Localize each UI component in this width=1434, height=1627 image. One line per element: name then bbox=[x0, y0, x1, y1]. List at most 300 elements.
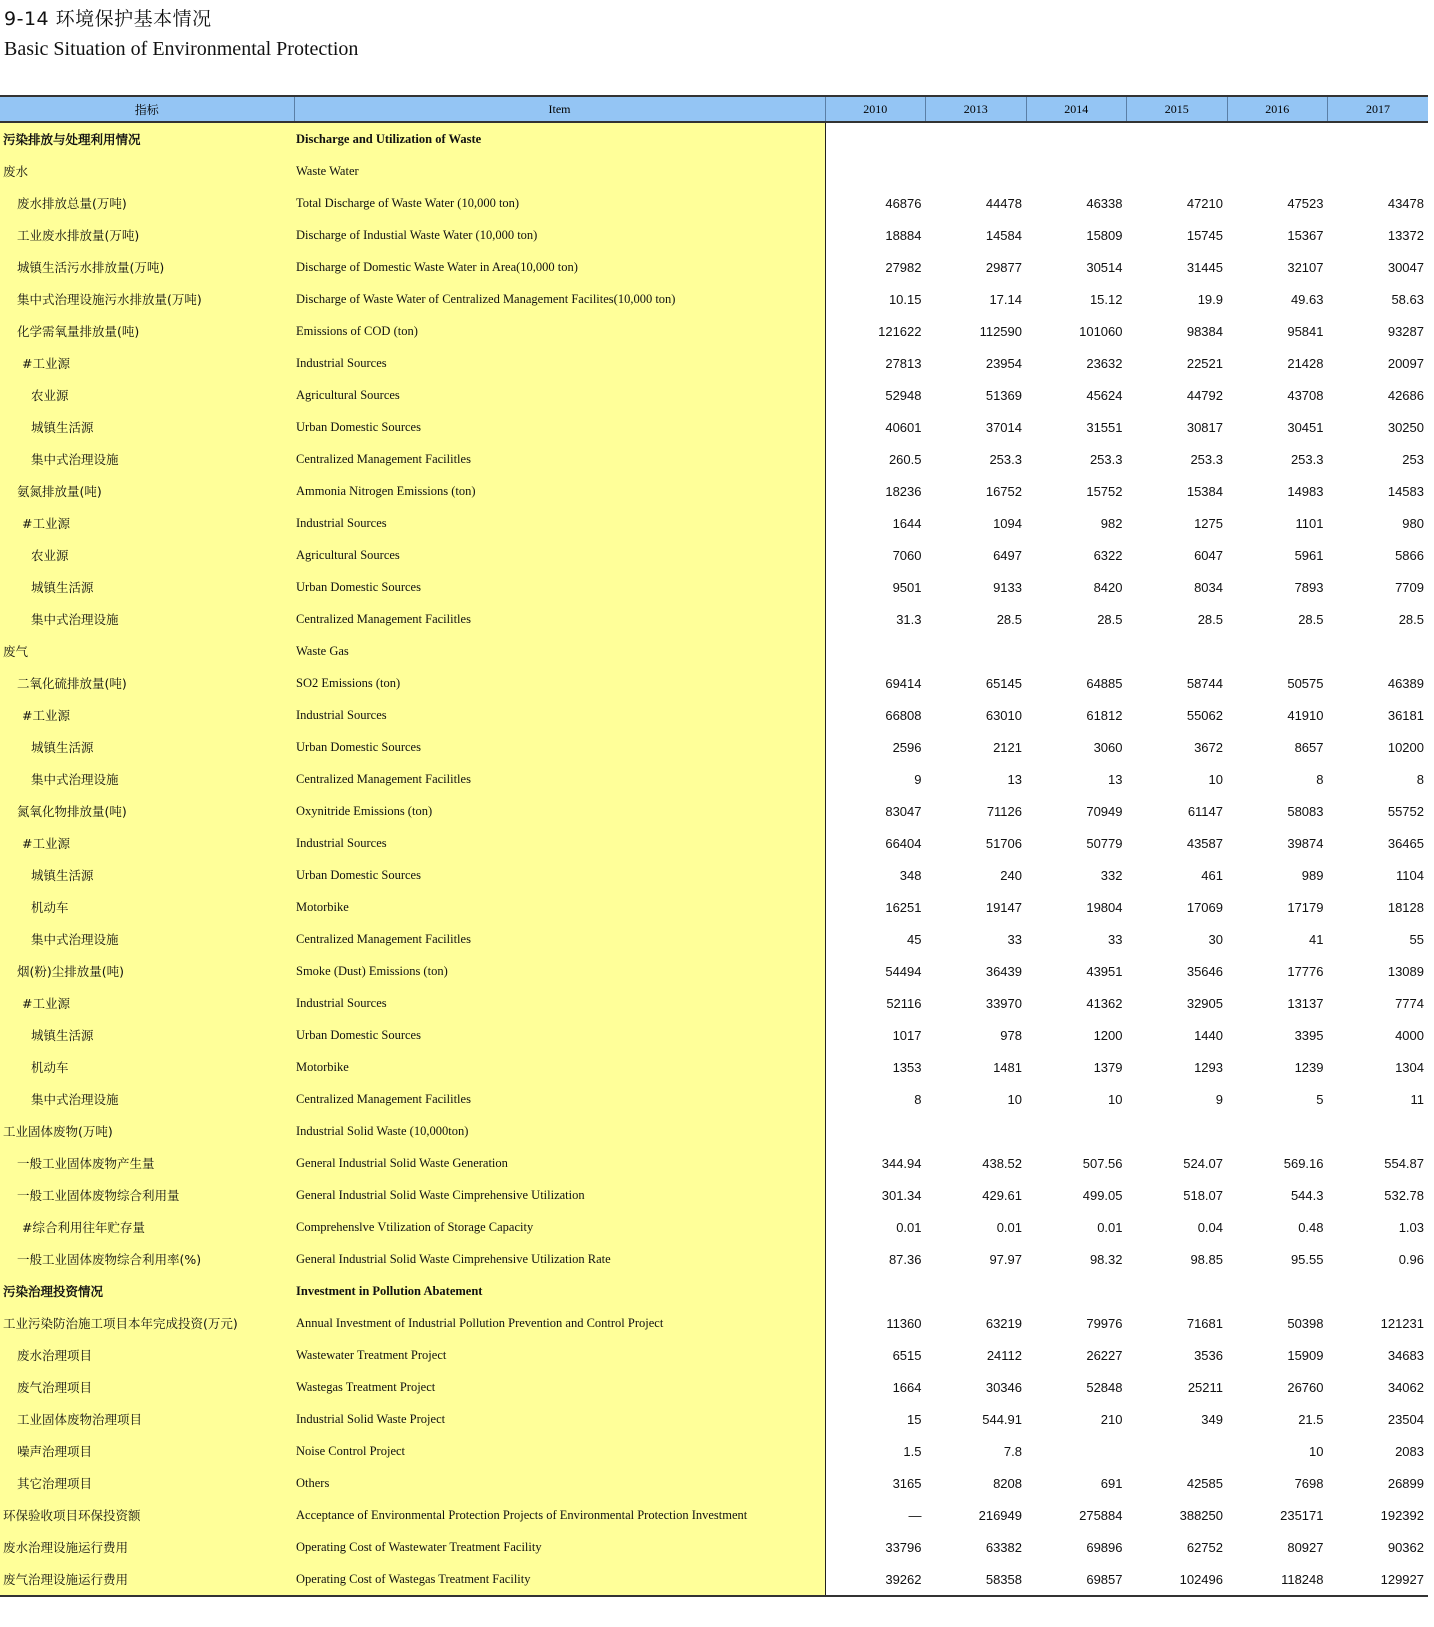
row-label-en: Discharge of Waste Water of Centralized Management Facilites(10,000 ton) bbox=[294, 283, 825, 315]
value-cell-2014: 79976 bbox=[1086, 1315, 1123, 1331]
value-cell-2013: 8208 bbox=[993, 1475, 1022, 1491]
value-cell-2015: 102496 bbox=[1127, 1563, 1228, 1596]
value-cell-2015: 3672 bbox=[1194, 739, 1223, 755]
table-row bbox=[0, 379, 1428, 411]
row-label-cn: 废气治理设施运行费用 bbox=[0, 1563, 294, 1596]
value-cell-2013: 978 bbox=[1000, 1027, 1022, 1043]
row-label-en: General Industrial Solid Waste Cimprehensive Utilization bbox=[294, 1179, 825, 1211]
table-row bbox=[0, 155, 1428, 187]
value-cell-2016: 7698 bbox=[1294, 1475, 1324, 1491]
value-cell-2017: 129927 bbox=[1328, 1563, 1429, 1596]
value-cell-2017: 46389 bbox=[1387, 675, 1424, 691]
value-cell-2015 bbox=[1127, 1435, 1228, 1467]
row-label-en: Discharge of Industial Waste Water (10,000 ton) bbox=[294, 219, 825, 251]
row-label-cn: 废水治理设施运行费用 bbox=[0, 1531, 294, 1563]
value-cell-2017: 34683 bbox=[1387, 1347, 1424, 1363]
row-label-cn: 集中式治理设施污水排放量(万吨) bbox=[0, 283, 294, 315]
table-row bbox=[0, 763, 1428, 795]
row-label-cn: 机动车 bbox=[0, 891, 294, 923]
value-cell-2014: 28.5 bbox=[1097, 611, 1123, 627]
row-label-en: Urban Domestic Sources bbox=[294, 411, 825, 443]
value-cell-2017: 26899 bbox=[1387, 1475, 1424, 1491]
row-label-en: Operating Cost of Wastegas Treatment Facility bbox=[294, 1563, 825, 1596]
value-cell-2010 bbox=[825, 1275, 926, 1307]
value-cell-2014: 8420 bbox=[1093, 579, 1123, 595]
value-cell-2016: 47523 bbox=[1287, 195, 1324, 211]
value-cell-2010: 66404 bbox=[885, 835, 922, 851]
value-cell-2013 bbox=[926, 1115, 1027, 1147]
row-label-cn: 工业废水排放量(万吨) bbox=[0, 219, 294, 251]
value-cell-2010: 52116 bbox=[886, 995, 922, 1011]
value-cell-2010: 121622 bbox=[878, 323, 922, 339]
table-row bbox=[0, 731, 1428, 763]
value-cell-2013: 1481 bbox=[993, 1059, 1022, 1075]
row-label-en: Total Discharge of Waste Water (10,000 ton) bbox=[294, 187, 825, 219]
table-row bbox=[0, 1275, 1428, 1307]
value-cell-2010: 16251 bbox=[885, 899, 922, 915]
row-label-en: General Industrial Solid Waste Generation bbox=[294, 1147, 825, 1179]
row-label-cn: 废水 bbox=[0, 155, 294, 187]
value-cell-2014: 0.01 bbox=[1097, 1219, 1123, 1235]
value-cell-2014: 253.3 bbox=[1089, 451, 1123, 467]
value-cell-2016: 1239 bbox=[1294, 1059, 1324, 1075]
value-cell-2010: 18884 bbox=[885, 227, 922, 243]
table-row bbox=[0, 1243, 1428, 1275]
value-cell-2014 bbox=[1026, 1115, 1127, 1147]
value-cell-2017 bbox=[1328, 155, 1429, 187]
value-cell-2017: 7774 bbox=[1395, 995, 1424, 1011]
row-label-cn: 城镇生活源 bbox=[0, 731, 294, 763]
value-cell-2013: 2121 bbox=[993, 739, 1022, 755]
value-cell-2010: 348 bbox=[899, 867, 922, 883]
value-cell-2015: 388250 bbox=[1179, 1507, 1223, 1523]
table-row bbox=[0, 1307, 1428, 1339]
value-cell-2016: 5 bbox=[1316, 1091, 1324, 1107]
value-cell-2016: 58083 bbox=[1287, 803, 1324, 819]
row-label-cn: 二氧化硫排放量(吨) bbox=[0, 667, 294, 699]
row-label-cn: 集中式治理设施 bbox=[0, 1083, 294, 1115]
value-cell-2015: 71681 bbox=[1186, 1315, 1223, 1331]
value-cell-2015: 61147 bbox=[1187, 803, 1223, 819]
value-cell-2017: 42686 bbox=[1387, 387, 1424, 403]
value-cell-2010: 2596 bbox=[892, 739, 922, 755]
row-label-cn: 农业源 bbox=[0, 379, 294, 411]
value-cell-2015: 0.04 bbox=[1197, 1219, 1223, 1235]
value-cell-2015: 22521 bbox=[1186, 355, 1223, 371]
value-cell-2016: 39874 bbox=[1287, 835, 1324, 851]
table-row bbox=[0, 955, 1428, 987]
value-cell-2013: 97.97 bbox=[989, 1251, 1022, 1267]
row-label-en: Annual Investment of Industrial Pollution Prevention and Control Project bbox=[294, 1307, 825, 1339]
row-label-en: Centralized Management Facilitles bbox=[294, 443, 825, 475]
row-label-en: Emissions of COD (ton) bbox=[294, 315, 825, 347]
value-cell-2014 bbox=[1026, 1275, 1127, 1307]
value-cell-2017: 554.87 bbox=[1384, 1155, 1424, 1171]
value-cell-2017: 93287 bbox=[1387, 323, 1424, 339]
table-row bbox=[0, 1435, 1428, 1467]
row-label-en: Motorbike bbox=[294, 1051, 825, 1083]
table-row bbox=[0, 507, 1428, 539]
value-cell-2014: 43951 bbox=[1086, 963, 1123, 979]
value-cell-2015: 9 bbox=[1215, 1091, 1223, 1107]
table-row bbox=[0, 1563, 1428, 1596]
value-cell-2017: 1104 bbox=[1396, 867, 1424, 883]
table-row bbox=[0, 635, 1428, 667]
row-label-en: Oxynitride Emissions (ton) bbox=[294, 795, 825, 827]
value-cell-2013: 240 bbox=[1000, 867, 1022, 883]
value-cell-2015: 1440 bbox=[1194, 1027, 1223, 1043]
value-cell-2013: 51369 bbox=[985, 387, 1022, 403]
value-cell-2014: 70949 bbox=[1086, 803, 1123, 819]
value-cell-2013: 13 bbox=[1007, 771, 1022, 787]
header-year: 2013 bbox=[926, 96, 1027, 122]
value-cell-2010: 1353 bbox=[892, 1059, 922, 1075]
table-title-cn: 9-14 环境保护基本情况 bbox=[4, 8, 212, 30]
value-cell-2013: 37014 bbox=[985, 419, 1022, 435]
table-header bbox=[0, 96, 1428, 122]
header-year: 2010 bbox=[825, 96, 926, 122]
table-row bbox=[0, 315, 1428, 347]
value-cell-2010: 46876 bbox=[885, 195, 922, 211]
value-cell-2015: 43587 bbox=[1186, 835, 1223, 851]
value-cell-2015: 98.85 bbox=[1190, 1251, 1223, 1267]
value-cell-2016: 21428 bbox=[1287, 355, 1324, 371]
table-row bbox=[0, 122, 1428, 155]
value-cell-2014: 69857 bbox=[1026, 1563, 1127, 1596]
table-row bbox=[0, 539, 1428, 571]
row-label-cn: 氨氮排放量(吨) bbox=[0, 475, 294, 507]
value-cell-2017: 980 bbox=[1402, 515, 1424, 531]
row-label-en: Urban Domestic Sources bbox=[294, 571, 825, 603]
row-label-en: General Industrial Solid Waste Cimprehensive Utilization Rate bbox=[294, 1243, 825, 1275]
value-cell-2015 bbox=[1127, 1115, 1228, 1147]
value-cell-2010: 45 bbox=[907, 931, 922, 947]
value-cell-2016: 235171 bbox=[1280, 1507, 1324, 1523]
table-row bbox=[0, 923, 1428, 955]
value-cell-2015: 30 bbox=[1208, 931, 1223, 947]
value-cell-2014: 30514 bbox=[1086, 259, 1123, 275]
header-year: 2015 bbox=[1127, 96, 1228, 122]
value-cell-2014: 275884 bbox=[1079, 1507, 1123, 1523]
value-cell-2015: 518.07 bbox=[1183, 1187, 1223, 1203]
value-cell-2014: 33 bbox=[1108, 931, 1123, 947]
value-cell-2014 bbox=[1026, 1435, 1127, 1467]
table-row bbox=[0, 571, 1428, 603]
value-cell-2015: 10 bbox=[1208, 771, 1223, 787]
table-row bbox=[0, 251, 1428, 283]
row-label-cn: 一般工业固体废物综合利用量 bbox=[0, 1179, 294, 1211]
row-label-cn: 废气治理项目 bbox=[0, 1371, 294, 1403]
value-cell-2014: 3060 bbox=[1093, 739, 1123, 755]
value-cell-2010: 40601 bbox=[885, 419, 922, 435]
row-label-cn: 集中式治理设施 bbox=[0, 443, 294, 475]
row-label-cn: 污染治理投资情况 bbox=[0, 1275, 294, 1307]
row-label-cn: 农业源 bbox=[0, 539, 294, 571]
row-label-cn: #工业源 bbox=[0, 827, 294, 859]
value-cell-2014: 23632 bbox=[1086, 355, 1123, 371]
value-cell-2017: 0.96 bbox=[1398, 1251, 1424, 1267]
table-row bbox=[0, 859, 1428, 891]
table-row bbox=[0, 219, 1428, 251]
value-cell-2016: 118248 bbox=[1227, 1563, 1328, 1596]
value-cell-2016 bbox=[1227, 122, 1328, 155]
value-cell-2015: 28.5 bbox=[1197, 611, 1223, 627]
value-cell-2017: 30047 bbox=[1387, 259, 1424, 275]
value-cell-2015 bbox=[1127, 1275, 1228, 1307]
table-row bbox=[0, 1531, 1428, 1563]
value-cell-2016 bbox=[1227, 1115, 1328, 1147]
table-row bbox=[0, 827, 1428, 859]
value-cell-2015: 524.07 bbox=[1183, 1155, 1223, 1171]
value-cell-2014: 10 bbox=[1108, 1091, 1123, 1107]
value-cell-2014: 61812 bbox=[1086, 707, 1123, 723]
value-cell-2017: 192392 bbox=[1380, 1507, 1424, 1523]
value-cell-2010: 10.15 bbox=[888, 291, 922, 307]
row-label-cn: 一般工业固体废物综合利用率(%) bbox=[0, 1243, 294, 1275]
row-label-en: Urban Domestic Sources bbox=[294, 859, 825, 891]
value-cell-2014: 507.56 bbox=[1082, 1155, 1123, 1171]
value-cell-2015: 349 bbox=[1201, 1411, 1223, 1427]
table-row bbox=[0, 475, 1428, 507]
value-cell-2016: 14983 bbox=[1287, 483, 1324, 499]
value-cell-2014: 15809 bbox=[1086, 227, 1123, 243]
value-cell-2010: 15 bbox=[907, 1411, 922, 1427]
table-row bbox=[0, 443, 1428, 475]
value-cell-2013: 36439 bbox=[985, 963, 1022, 979]
value-cell-2010: — bbox=[908, 1507, 922, 1523]
value-cell-2010: 66808 bbox=[885, 707, 922, 723]
value-cell-2013: 44478 bbox=[985, 195, 1022, 211]
row-label-cn: 废水治理项目 bbox=[0, 1339, 294, 1371]
value-cell-2015: 6047 bbox=[1194, 547, 1223, 563]
value-cell-2013: 1094 bbox=[993, 515, 1022, 531]
value-cell-2013 bbox=[926, 1275, 1027, 1307]
value-cell-2016: 8657 bbox=[1294, 739, 1324, 755]
table-row bbox=[0, 1403, 1428, 1435]
table-row bbox=[0, 1179, 1428, 1211]
value-cell-2017: 4000 bbox=[1395, 1027, 1424, 1043]
value-cell-2013: 438.52 bbox=[982, 1155, 1022, 1171]
value-cell-2017 bbox=[1328, 635, 1429, 667]
value-cell-2016: 15909 bbox=[1287, 1347, 1324, 1363]
value-cell-2016: 80927 bbox=[1287, 1539, 1324, 1555]
row-label-en: SO2 Emissions (ton) bbox=[294, 667, 825, 699]
value-cell-2015: 32905 bbox=[1186, 995, 1223, 1011]
value-cell-2016: 26760 bbox=[1287, 1379, 1324, 1395]
value-cell-2016 bbox=[1227, 635, 1328, 667]
value-cell-2010: 7060 bbox=[892, 547, 922, 563]
statistics-table-container bbox=[0, 95, 1428, 1597]
row-label-en: Centralized Management Facilitles bbox=[294, 763, 825, 795]
header-year: 2014 bbox=[1026, 96, 1127, 122]
value-cell-2016: 49.63 bbox=[1290, 291, 1324, 307]
value-cell-2010 bbox=[825, 122, 926, 155]
value-cell-2010: 301.34 bbox=[881, 1187, 922, 1203]
value-cell-2017: 55752 bbox=[1387, 803, 1424, 819]
value-cell-2013: 33 bbox=[1007, 931, 1022, 947]
value-cell-2017: 13372 bbox=[1387, 227, 1424, 243]
value-cell-2016: 30451 bbox=[1287, 419, 1324, 435]
row-label-cn: 废水排放总量(万吨) bbox=[0, 187, 294, 219]
table-row bbox=[0, 411, 1428, 443]
value-cell-2014: 19804 bbox=[1086, 899, 1123, 915]
value-cell-2010: 69414 bbox=[885, 675, 922, 691]
table-row bbox=[0, 891, 1428, 923]
value-cell-2016: 3395 bbox=[1294, 1027, 1324, 1043]
value-cell-2015: 98384 bbox=[1186, 323, 1223, 339]
row-label-en: Industrial Sources bbox=[294, 827, 825, 859]
value-cell-2010: 9 bbox=[914, 771, 922, 787]
table-row bbox=[0, 187, 1428, 219]
value-cell-2017: 7709 bbox=[1395, 579, 1424, 595]
value-cell-2014: 15752 bbox=[1086, 483, 1123, 499]
table-row bbox=[0, 347, 1428, 379]
value-cell-2013 bbox=[926, 155, 1027, 187]
value-cell-2015: 31445 bbox=[1186, 259, 1223, 275]
row-label-cn: 烟(粉)尘排放量(吨) bbox=[0, 955, 294, 987]
value-cell-2015: 1293 bbox=[1194, 1059, 1223, 1075]
row-label-cn: 城镇生活源 bbox=[0, 1019, 294, 1051]
row-label-en: Wastegas Treatment Project bbox=[294, 1371, 825, 1403]
value-cell-2016: 13137 bbox=[1287, 995, 1324, 1011]
value-cell-2010: 33796 bbox=[885, 1539, 922, 1555]
value-cell-2014: 52848 bbox=[1086, 1379, 1123, 1395]
value-cell-2013: 112590 bbox=[979, 323, 1022, 339]
value-cell-2017: 8 bbox=[1416, 771, 1424, 787]
row-label-cn: 城镇生活源 bbox=[0, 411, 294, 443]
value-cell-2014: 50779 bbox=[1086, 835, 1123, 851]
value-cell-2016: 17776 bbox=[1287, 963, 1324, 979]
row-label-en: Ammonia Nitrogen Emissions (ton) bbox=[294, 475, 825, 507]
value-cell-2010 bbox=[825, 155, 926, 187]
header-year: 2017 bbox=[1328, 96, 1429, 122]
header-indicator-cn: 指标 bbox=[0, 96, 294, 122]
value-cell-2017: 18128 bbox=[1387, 899, 1424, 915]
value-cell-2014 bbox=[1026, 635, 1127, 667]
row-label-cn: #综合利用往年贮存量 bbox=[0, 1211, 294, 1243]
value-cell-2016: 0.48 bbox=[1298, 1219, 1324, 1235]
value-cell-2010: 39262 bbox=[825, 1563, 926, 1596]
value-cell-2017: 11 bbox=[1410, 1091, 1424, 1107]
row-label-cn: 噪声治理项目 bbox=[0, 1435, 294, 1467]
value-cell-2015: 461 bbox=[1201, 867, 1223, 883]
value-cell-2015: 35646 bbox=[1186, 963, 1223, 979]
value-cell-2017: 90362 bbox=[1387, 1539, 1424, 1555]
value-cell-2010: 27813 bbox=[885, 355, 922, 371]
value-cell-2017: 58.63 bbox=[1391, 291, 1424, 307]
row-label-en: Discharge of Domestic Waste Water in Area(10,000 ton) bbox=[294, 251, 825, 283]
value-cell-2016: 7893 bbox=[1294, 579, 1324, 595]
table-row bbox=[0, 1147, 1428, 1179]
value-cell-2015: 47210 bbox=[1186, 195, 1223, 211]
value-cell-2015: 19.9 bbox=[1197, 291, 1223, 307]
row-label-en: Industrial Solid Waste Project bbox=[294, 1403, 825, 1435]
value-cell-2013: 10 bbox=[1007, 1091, 1022, 1107]
value-cell-2014: 210 bbox=[1100, 1411, 1123, 1427]
table-body bbox=[0, 122, 1428, 1596]
value-cell-2014: 46338 bbox=[1086, 195, 1123, 211]
value-cell-2016: 21.5 bbox=[1298, 1411, 1324, 1427]
row-label-cn: 机动车 bbox=[0, 1051, 294, 1083]
value-cell-2010: 1017 bbox=[892, 1027, 922, 1043]
value-cell-2013: 19147 bbox=[985, 899, 1022, 915]
value-cell-2016 bbox=[1227, 1275, 1328, 1307]
value-cell-2017: 36181 bbox=[1387, 707, 1424, 723]
value-cell-2017 bbox=[1328, 1275, 1429, 1307]
row-label-cn: 环保验收项目环保投资额 bbox=[0, 1499, 294, 1531]
header-row bbox=[0, 96, 1428, 122]
value-cell-2014: 26227 bbox=[1086, 1347, 1123, 1363]
value-cell-2014 bbox=[1026, 122, 1127, 155]
value-cell-2015: 15384 bbox=[1186, 483, 1223, 499]
value-cell-2014: 691 bbox=[1100, 1475, 1123, 1491]
table-row bbox=[0, 1019, 1428, 1051]
value-cell-2013: 544.91 bbox=[982, 1411, 1022, 1427]
row-label-cn: 废气 bbox=[0, 635, 294, 667]
value-cell-2017: 20097 bbox=[1387, 355, 1424, 371]
value-cell-2015: 30817 bbox=[1186, 419, 1223, 435]
value-cell-2010: 344.94 bbox=[881, 1155, 922, 1171]
row-label-en: Urban Domestic Sources bbox=[294, 731, 825, 763]
value-cell-2016: 989 bbox=[1301, 867, 1324, 883]
row-label-cn: 工业固体废物治理项目 bbox=[0, 1403, 294, 1435]
value-cell-2017 bbox=[1328, 122, 1429, 155]
value-cell-2017: 55 bbox=[1409, 931, 1424, 947]
value-cell-2014: 1379 bbox=[1093, 1059, 1123, 1075]
table-row bbox=[0, 1115, 1428, 1147]
value-cell-2017: 43478 bbox=[1387, 195, 1424, 211]
value-cell-2015: 3536 bbox=[1194, 1347, 1223, 1363]
table-row bbox=[0, 795, 1428, 827]
value-cell-2016: 15367 bbox=[1287, 227, 1324, 243]
table-row bbox=[0, 1211, 1428, 1243]
row-label-cn: #工业源 bbox=[0, 507, 294, 539]
value-cell-2014: 45624 bbox=[1086, 387, 1123, 403]
value-cell-2015: 62752 bbox=[1186, 1539, 1223, 1555]
value-cell-2017: 14583 bbox=[1387, 483, 1424, 499]
value-cell-2014: 69896 bbox=[1086, 1539, 1123, 1555]
value-cell-2010: 83047 bbox=[885, 803, 922, 819]
value-cell-2017: 30250 bbox=[1387, 419, 1424, 435]
value-cell-2013: 63382 bbox=[985, 1539, 1022, 1555]
value-cell-2014: 31551 bbox=[1086, 419, 1123, 435]
value-cell-2016: 50575 bbox=[1287, 675, 1324, 691]
row-label-en: Noise Control Project bbox=[294, 1435, 825, 1467]
row-label-cn: 其它治理项目 bbox=[0, 1467, 294, 1499]
value-cell-2010: 0.01 bbox=[896, 1219, 922, 1235]
row-label-en: Centralized Management Facilitles bbox=[294, 603, 825, 635]
value-cell-2017: 36465 bbox=[1387, 835, 1424, 851]
value-cell-2010 bbox=[825, 635, 926, 667]
value-cell-2016: 253.3 bbox=[1290, 451, 1324, 467]
row-label-cn: 工业固体废物(万吨) bbox=[0, 1115, 294, 1147]
value-cell-2010: 52948 bbox=[885, 387, 922, 403]
row-label-en: Industrial Sources bbox=[294, 699, 825, 731]
value-cell-2017: 23504 bbox=[1387, 1411, 1424, 1427]
value-cell-2016: 10 bbox=[1309, 1443, 1324, 1459]
value-cell-2014: 6322 bbox=[1093, 547, 1123, 563]
value-cell-2016: 43708 bbox=[1287, 387, 1324, 403]
row-label-cn: #工业源 bbox=[0, 699, 294, 731]
value-cell-2015: 253.3 bbox=[1190, 451, 1223, 467]
table-row bbox=[0, 283, 1428, 315]
value-cell-2010: 6515 bbox=[892, 1347, 922, 1363]
environmental-protection-table bbox=[0, 95, 1428, 1597]
row-label-en: Comprehenslve Vtilization of Storage Capacity bbox=[294, 1211, 825, 1243]
row-label-en: Centralized Management Facilitles bbox=[294, 923, 825, 955]
value-cell-2013: 9133 bbox=[993, 579, 1022, 595]
value-cell-2010: 260.5 bbox=[888, 451, 922, 467]
